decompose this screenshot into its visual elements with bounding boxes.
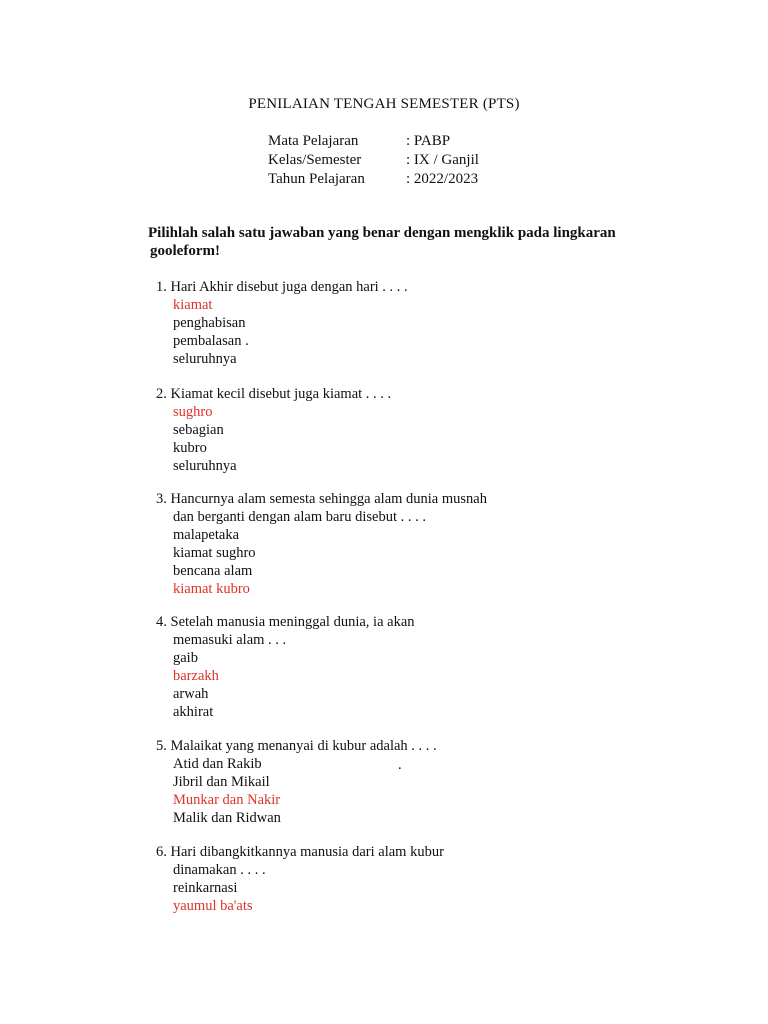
option-a[interactable]: Atid dan Rakib xyxy=(173,756,262,772)
question-4 xyxy=(156,613,415,721)
question-text: 5. Malaikat yang menanyai di kubur adalah . . . . xyxy=(156,738,437,754)
option-b[interactable]: kiamat sughro xyxy=(173,545,256,561)
stray-mark: . xyxy=(398,757,402,773)
question-text-continued: dan berganti dengan alam baru disebut . . . . xyxy=(173,509,427,525)
option-c[interactable]: Munkar dan Nakir xyxy=(173,792,281,808)
question-text: 2. Kiamat kecil disebut juga kiamat . . . . xyxy=(156,386,392,402)
question-5 xyxy=(156,737,437,827)
meta-value: : PABP xyxy=(406,133,451,149)
option-c[interactable]: pembalasan . xyxy=(173,333,249,349)
question-text-continued: dinamakan . . . . xyxy=(173,862,266,878)
meta-label: Tahun Pelajaran xyxy=(268,171,365,187)
option-a[interactable]: gaib xyxy=(173,650,198,666)
question-text: 1. Hari Akhir disebut juga dengan hari . . . . xyxy=(156,279,408,295)
option-b[interactable]: Jibril dan Mikail xyxy=(173,774,270,790)
option-d[interactable]: akhirat xyxy=(173,704,214,720)
question-1 xyxy=(156,278,408,368)
meta-value: : 2022/2023 xyxy=(406,171,479,187)
page-title: PENILAIAN TENGAH SEMESTER (PTS) xyxy=(248,96,520,112)
question-3 xyxy=(156,490,487,598)
question-6 xyxy=(156,843,444,915)
question-text-continued: memasuki alam . . . xyxy=(173,632,287,648)
option-b[interactable]: penghabisan xyxy=(173,315,246,331)
option-d[interactable]: Malik dan Ridwan xyxy=(173,810,281,826)
option-d[interactable]: kiamat kubro xyxy=(173,581,250,597)
question-2 xyxy=(156,385,391,475)
instruction xyxy=(148,224,648,260)
option-a[interactable]: malapetaka xyxy=(173,527,240,543)
question-text: 3. Hancurnya alam semesta sehingga alam dunia musnah xyxy=(156,491,487,507)
option-d[interactable]: seluruhnya xyxy=(173,351,237,367)
option-d[interactable]: seluruhnya xyxy=(173,458,237,474)
option-b[interactable]: sebagian xyxy=(173,422,224,438)
option-c[interactable]: kubro xyxy=(173,440,207,456)
meta-label: Kelas/Semester xyxy=(268,152,362,168)
meta-label: Mata Pelajaran xyxy=(268,133,359,149)
question-text: 6. Hari dibangkitkannya manusia dari alam kubur xyxy=(156,844,444,860)
option-a[interactable]: reinkarnasi xyxy=(173,880,238,896)
option-b[interactable]: barzakh xyxy=(173,668,219,684)
option-a[interactable]: kiamat xyxy=(173,297,213,313)
instruction-line-2: gooleform! xyxy=(150,243,220,259)
option-c[interactable]: bencana alam xyxy=(173,563,253,579)
instruction-line-1: Pilihlah salah satu jawaban yang benar dengan mengklik pada lingkaran xyxy=(148,225,616,241)
option-b[interactable]: yaumul ba'ats xyxy=(173,898,253,914)
question-text: 4. Setelah manusia meninggal dunia, ia akan xyxy=(156,614,415,630)
option-a[interactable]: sughro xyxy=(173,404,213,420)
meta-value: : IX / Ganjil xyxy=(406,152,479,168)
option-c[interactable]: arwah xyxy=(173,686,209,702)
